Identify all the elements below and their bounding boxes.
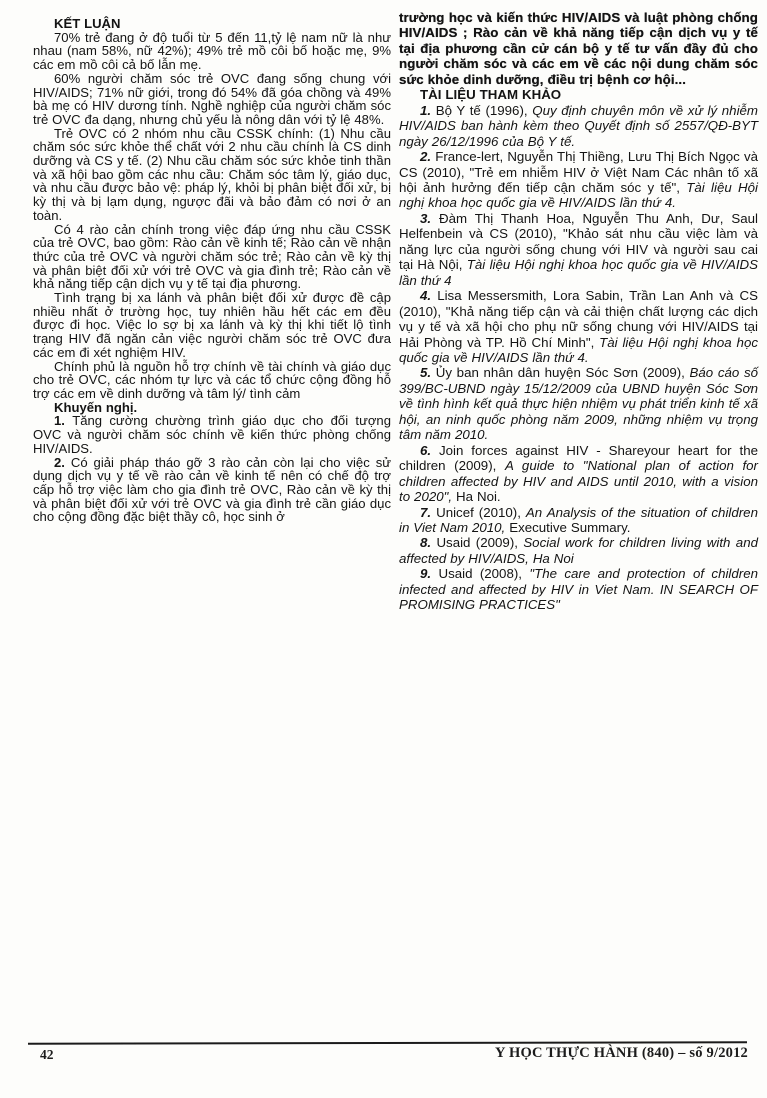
text-segment: Có giải pháp tháo gỡ 3 rào cản còn lại cho việc sử dụng dịch vụ y tế về rào cản về kinh tế nên có chế độ trợ cấp hỗ trợ việc làm cho gia đình trẻ OVC, Rào cản về kỳ thị và phân biệt đối xử với trẻ OVC và gia đình trẻ cần giáo dục cho cộng đồng đặc biệt thầy cô, học sinh ở — [33, 454, 392, 525]
text-segment: 1. — [54, 413, 73, 429]
text-segment: Bộ Y tế (1996), — [435, 102, 533, 118]
paragraph — [33, 456, 391, 525]
reference-item — [399, 288, 758, 365]
paragraph — [33, 72, 391, 127]
reference-number: 5. — [420, 365, 436, 381]
paragraph — [33, 31, 391, 72]
text-segment: Ha Noi. — [452, 489, 501, 505]
text-segment: Social work for children living with and affected by HIV/AIDS, Ha Noi — [399, 535, 758, 566]
paragraph — [33, 414, 391, 455]
reference-item — [399, 535, 758, 566]
text-segment: Join forces against HIV - Shareyour heart for the children (2009), — [399, 442, 758, 474]
text-segment: Lisa Messersmith, Lora Sabin, Trần Lan Anh và CS (2010), "Khả năng tiếp cận và cải thiện chất lượng các dịch vụ y tế và xã hội cho phụ nữ sống chung với HIV/AIDS tại Hải Phòng và TP. Hồ Chí Minh", — [399, 288, 758, 350]
paragraph — [33, 127, 391, 223]
text-segment: Tăng cường chường trình giáo dục cho đối tượng OVC và người chăm sóc chính về kiến thức phòng chống HIV/AIDS. — [33, 413, 391, 456]
continuation-paragraph — [399, 10, 758, 87]
paragraph — [33, 291, 391, 360]
reference-number: 4. — [420, 288, 438, 304]
reference-number: 2. — [420, 149, 436, 165]
text-segment: Usaid (2009), — [436, 535, 524, 551]
reference-item — [399, 103, 758, 149]
reference-item — [399, 211, 758, 288]
text-segment: Ủy ban nhân dân huyện Sóc Sơn (2009), — [435, 365, 690, 381]
section-heading — [33, 17, 391, 31]
journal-title: Y HỌC THỰC HÀNH (840) – số 9/2012 — [495, 1045, 748, 1061]
text-segment: Chính phủ là nguồn hỗ trợ chính về tài chính và giáo dục cho trẻ OVC, các nhóm tự lực và các tổ chức cộng đồng hỗ trợ các em về dinh dưỡng và tâm lý/ tình cảm — [33, 358, 391, 401]
paragraph — [33, 360, 391, 401]
text-segment: Unicef (2010), — [436, 504, 526, 520]
text-segment: Tài liệu Hội nghị khoa học quốc gia về HIV/AIDS lần thứ 4. — [399, 334, 758, 365]
text-segment: Trẻ OVC có 2 nhóm nhu cầu CSSK chính: (1) Nhu cầu chăm sóc sức khỏe thể chất với 2 nhu cầu chính là CS dinh dưỡng và CS y tế. (2) Nhu cầu chăm sóc sức khỏe tinh thần và xã hội bao gồm các nhu cầu: Chăm sóc tâm lý, giáo dục, và nhu cầu được bảo vệ: pháp lý, khỏi bị phân biệt đối xử, bị kỳ thị và bị lạm dụng, ngược đãi và bảo đảm có nơi ở an toàn. — [33, 125, 391, 223]
text-segment: Báo cáo số 399/BC-UBND ngày 15/12/2009 của UBND huyện Sóc Sơn về tình hình kết quả thực hiện nhiệm vụ phát triển kinh tế xã hội, an ninh quốc phòng năm 2009, những nhiệm vụ trọng tâm năm 2010. — [399, 365, 758, 443]
paragraph — [33, 223, 391, 292]
text-segment: Usaid (2008), — [438, 566, 530, 582]
reference-item — [399, 443, 758, 505]
right-column — [399, 10, 758, 613]
page-number: 42 — [40, 1047, 54, 1062]
reference-item — [399, 566, 758, 612]
text-segment: An Analysis of the situation of children in Viet Nam 2010, — [399, 504, 758, 535]
text-segment: TÀI LIỆU THAM KHẢO — [420, 87, 562, 103]
reference-number: 7. — [420, 504, 437, 520]
section-heading — [33, 401, 391, 415]
text-segment: France-lert, Nguyễn Thị Thiềng, Lưu Thị Bích Ngọc và CS (2010), "Trẻ em nhiễm HIV ở Việt Nam Các nhân tố xã hội ảnh hưởng đến tiếp cận chăm sóc y tế", — [399, 149, 758, 195]
text-segment: Có 4 rào cản chính trong việc đáp ứng nhu cầu CSSK của trẻ OVC, bao gồm: Rào cản về kinh tế; Rào cản về nhận thức của trẻ OVC và người chăm sóc trẻ; Rào cản về kỳ thị và phân biệt đối xử với trẻ OVC và gia đình trẻ; Rào cản về khả năng tiếp cận dịch vụ y tế tại địa phương. — [33, 221, 391, 292]
reference-item — [399, 505, 758, 536]
text-segment: Quy định chuyên môn về xử lý nhiễm HIV/AIDS ban hành kèm theo Quyết định số 2557/QĐ-BYT ngày 26/12/1996 của Bộ Y tế. — [399, 102, 758, 149]
reference-item — [399, 365, 758, 442]
left-column — [33, 17, 391, 524]
reference-number: 1. — [420, 102, 436, 118]
text-segment: Tài liệu Hội nghị khoa học quốc gia về HIV/AIDS lần thứ 4 — [399, 257, 758, 288]
text-segment: KẾT LUẬN — [54, 16, 121, 31]
text-segment: Tình trạng bị xa lánh và phân biệt đối xử được đề cập nhiều nhất ở trường học, tuy nhiên hầu hết các em đều được đi học. Việc lo sợ bị xa lánh và kỳ thị khi tiết lộ tình trạng HIV đã ngăn cản việc người chăm sóc trẻ OVC đưa các em đi xét nghiệm HIV. — [33, 290, 391, 360]
text-segment: "The care and protection of children infected and affected by HIV in Viet Nam. IN SEARCH OF PROMISING PRACTICES" — [399, 566, 758, 613]
text-segment: trường học và kiến thức HIV/AIDS và luật phòng chống HIV/AIDS ; Rào cản về khả năng tiếp cận dịch vụ y tế tại địa phương cần cử cán bộ y tế tư vấn đầy đủ cho người chăm sóc và các em về các nội dung chăm sóc sức khỏe dinh dưỡng, điều trị bệnh cơ hội... — [399, 10, 758, 87]
reference-number: 6. — [420, 442, 439, 458]
reference-number: 8. — [420, 535, 437, 551]
text-segment: 2. — [54, 454, 71, 470]
text-segment: Đàm Thị Thanh Hoa, Nguyễn Thu Anh, Dư, Saul Helfenbein và CS (2010), "Khảo sát nhu cầu việc làm và năng lực của người sống chung với HIV và người sau cai tại Hà Nội, — [399, 210, 758, 273]
reference-item — [399, 149, 758, 211]
section-heading — [399, 87, 758, 102]
text-segment: Tài liệu Hội nghị khoa học quốc gia về HIV/AIDS lần thứ 4. — [399, 179, 759, 211]
text-segment: 70% trẻ đang ở độ tuổi từ 5 đến 11,tỷ lệ nam nữ là như nhau (nam 58%, nữ 42%); 49% trẻ mồ côi bố hoặc mẹ, 9% các em mồ côi cả bố lẫn mẹ. — [33, 29, 391, 73]
text-segment: 60% người chăm sóc trẻ OVC đang sống chung với HIV/AIDS; 71% nữ giới, trong đó 54% đã góa chồng và 49% bà mẹ có HIV dương tính. Nghề nghiệp của người chăm sóc trẻ OVC đa dạng, nhưng chủ yếu là nông dân với tỷ lệ 48%. — [33, 70, 391, 127]
reference-number: 9. — [420, 566, 439, 582]
text-segment: Khuyến nghị. — [54, 399, 138, 415]
text-segment: Executive Summary. — [505, 519, 631, 535]
reference-number: 3. — [420, 210, 439, 226]
text-segment: A guide to "National plan of action for children affected by HIV and AIDS until 2010, with a vision to 2020", — [399, 458, 758, 505]
